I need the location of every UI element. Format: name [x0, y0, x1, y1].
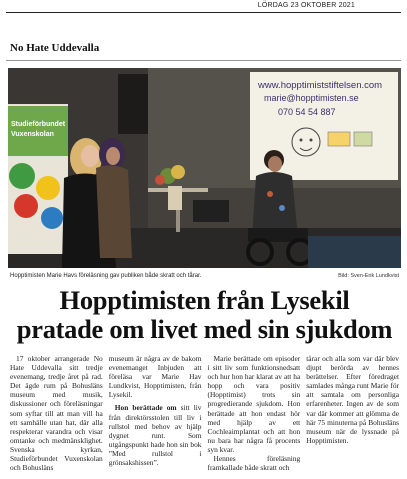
body-column-1 — [10, 354, 103, 472]
paragraph: museum är några av de bakom evenemanget Inbjuden att föreläsa var Marie Hav Lundkvist, Hopptimisten, från Lysekil. — [108, 354, 202, 400]
photo-caption: Hopptimisten Marie Havs föreläsning gav publiken både skratt och tårar. — [10, 273, 202, 279]
body-column-4 — [306, 354, 399, 472]
section-title: No Hate Uddevalla — [10, 42, 100, 54]
lead-in: Hon berättade om — [114, 403, 177, 413]
paragraph: sitt liv från direktörsstolen till liv i rullstol med behov av hjälp dygnet runt. Som utgångspunkt hade hon sin bok ”Med rullstol i grönsakshissen”. — [108, 403, 202, 468]
body-column-3 — [208, 354, 301, 472]
body-column-2 — [109, 354, 202, 472]
headline-line-1: Hopptimisten från Lysekil — [59, 285, 350, 315]
headline — [8, 286, 401, 344]
paragraph: tårar och alla som var där blev djupt berörda av hennes berättelser. Efter föredraget samlades många runt Marie för att samtala om personliga erfarenheter. Ingen av de som var där kommer att glömma de här 75 minuterna på Bohusläns museum när de lyssnade på Hopptimisten. — [306, 354, 399, 445]
article-photo — [8, 68, 401, 268]
screen-email: marie@hopptimisten.se — [264, 93, 359, 103]
banner-line-2: Vuxenskolan — [11, 131, 54, 138]
screen-url: www.hopptimiststiftelsen.com — [258, 80, 383, 91]
paragraph: Marie berättade om episoder i sitt liv som funktionsnedsatt och hur hon har klarat av att ha hopp och vara positiv (Hopptimist) trots sin progredierande sjukdom. Hon berättade att hon endast hör med hjälp av ett Cochleaimplantat och att hon nu bara har några få procents syn kvar. — [207, 354, 301, 454]
issue-date: LÖRDAG 23 OKTOBER 2021 — [257, 2, 355, 9]
banner-line-1: Studieförbundet — [11, 121, 66, 128]
top-rule — [6, 12, 401, 13]
headline-line-2: pratade om livet med sin sjukdom — [16, 314, 393, 344]
paragraph: 17 oktober arrangerade No Hate Uddevalla sitt tredje evenemang, tredje året på rad. Det ägde rum på Bohusläns museum med musik, diskussioner och föreläsningar som syftar till att man vill ha ett samhälle utan hat, där alla respekterar varandra och visar omtanke och medmänsklighet. Svenska kyrkan, Studieförbundet Vuxenskolan och Bohusläns — [10, 354, 103, 473]
screen-phone: 070 54 54 887 — [278, 107, 336, 117]
article-body — [10, 354, 399, 472]
photo-credit: Bild: Sven-Erik Lundkvist — [338, 273, 399, 279]
paragraph: Hennes föreläsning framkallade både skratt och — [207, 454, 301, 473]
section-rule — [6, 60, 401, 61]
